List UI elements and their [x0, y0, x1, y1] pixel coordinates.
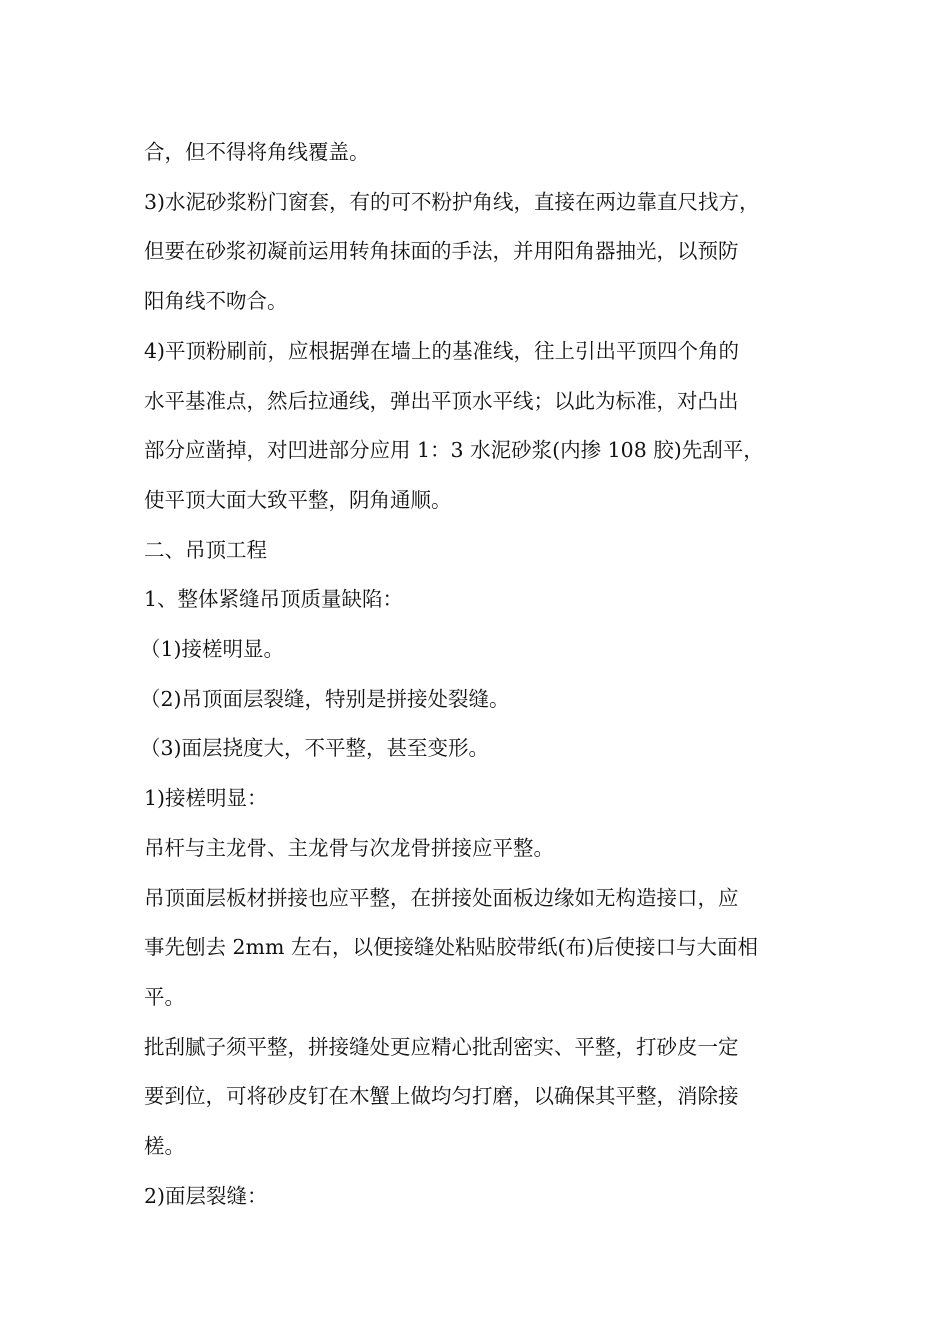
item-heading: 1)接槎明显： — [144, 786, 268, 811]
text-line: 4)平顶粉刷前，应根据弹在墙上的基准线，往上引出平顶四个角的 — [144, 338, 740, 363]
list-item: （1)接槎明显。 — [140, 637, 285, 662]
text-line: 阳角线不吻合。 — [144, 289, 288, 314]
list-item: （2)吊顶面层裂缝，特别是拼接处裂缝。 — [140, 686, 510, 711]
text-line: 水平基准点，然后拉通线，弹出平顶水平线；以此为标准，对凸出 — [144, 388, 739, 413]
text-line: 3)水泥砂浆粉门窗套，有的可不粉护角线，直接在两边靠直尺找方， — [144, 189, 760, 214]
subsection-heading: 1、整体紧缝吊顶质量缺陷： — [144, 587, 404, 612]
text-line: 事先刨去 2mm 左右，以便接缝处粘贴胶带纸(布)后使接口与大面相 — [144, 935, 758, 960]
document-body — [140, 128, 834, 1221]
text-line: 平。 — [144, 984, 185, 1009]
text-line: 但要在砂浆初凝前运用转角抹面的手法，并用阳角器抽光，以预防 — [144, 239, 739, 264]
text-line: 槎。 — [144, 1134, 185, 1159]
text-line: 使平顶大面大致平整，阴角通顺。 — [144, 487, 452, 512]
text-line: 批刮腻子须平整，拼接缝处更应精心批刮密实、平整，打砂皮一定 — [144, 1034, 739, 1059]
list-item: （3)面层挠度大，不平整，甚至变形。 — [140, 736, 490, 761]
section-heading: 二、吊顶工程 — [144, 537, 267, 562]
text-line: 吊杆与主龙骨、主龙骨与次龙骨拼接应平整。 — [144, 835, 554, 860]
text-line: 部分应凿掉，对凹进部分应用 1：3 水泥砂浆(内掺 108 胶)先刮平， — [144, 438, 764, 463]
text-line: 合，但不得将角线覆盖。 — [144, 140, 370, 164]
text-line: 吊顶面层板材拼接也应平整，在拼接处面板边缘如无构造接口，应 — [144, 885, 739, 910]
item-heading: 2)面层裂缝： — [144, 1183, 268, 1208]
text-line: 要到位，可将砂皮钉在木蟹上做均匀打磨，以确保其平整，消除接 — [144, 1084, 739, 1109]
